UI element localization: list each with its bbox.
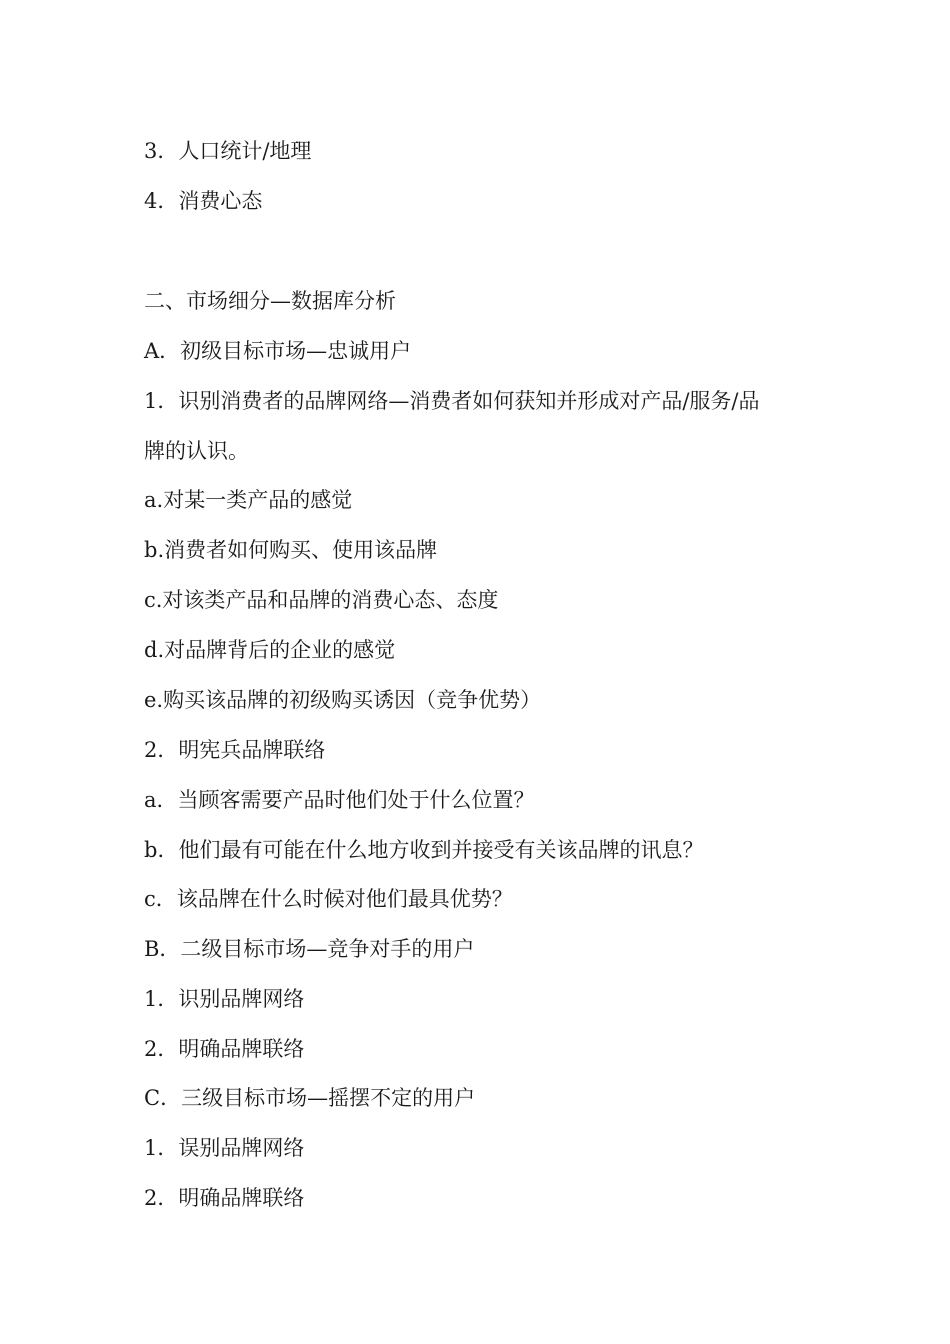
section-heading-market-segmentation: 二、市场细分—数据库分析 <box>144 289 396 313</box>
sub-item-a: a.对某一类产品的感觉 <box>144 488 353 512</box>
list-item-identify-brand-network-tertiary: 1．误别品牌网络 <box>144 1136 305 1160</box>
question-item-a: a．当顾客需要产品时他们处于什么位置？ <box>144 788 535 812</box>
subheading-tertiary-target-market: C．三级目标市场—摇摆不定的用户 <box>144 1086 476 1110</box>
sub-item-e: e.购买该品牌的初级购买诱因（竞争优势） <box>144 688 542 712</box>
list-item-brand-contact: 2．明宪兵品牌联络 <box>144 738 326 762</box>
question-item-c: c．该品牌在什么时候对他们最具优势？ <box>144 887 513 911</box>
list-item-demographics: 3．人口统计/地理 <box>144 139 312 163</box>
list-item-continuation: 牌的认识。 <box>144 439 249 463</box>
list-item-identify-brand-network: 1．识别消费者的品牌网络—消费者如何获知并形成对产品/服务/品 <box>144 389 760 413</box>
subheading-primary-target-market: A．初级目标市场—忠诚用户 <box>144 339 412 363</box>
list-item-psychographics: 4．消费心态 <box>144 189 263 213</box>
list-item-identify-brand-network-secondary: 1．识别品牌网络 <box>144 987 305 1011</box>
list-item-brand-contact-secondary: 2．明确品牌联络 <box>144 1037 305 1061</box>
subheading-secondary-target-market: B．二级目标市场—竞争对手的用户 <box>144 937 475 961</box>
sub-item-c: c.对该类产品和品牌的消费心态、态度 <box>144 588 499 612</box>
sub-item-d: d.对品牌背后的企业的感觉 <box>144 638 396 662</box>
list-item-brand-contact-tertiary: 2．明确品牌联络 <box>144 1186 305 1210</box>
sub-item-b: b.消费者如何购买、使用该品牌 <box>144 538 438 562</box>
question-item-b: b．他们最有可能在什么地方收到并接受有关该品牌的讯息？ <box>144 838 704 862</box>
